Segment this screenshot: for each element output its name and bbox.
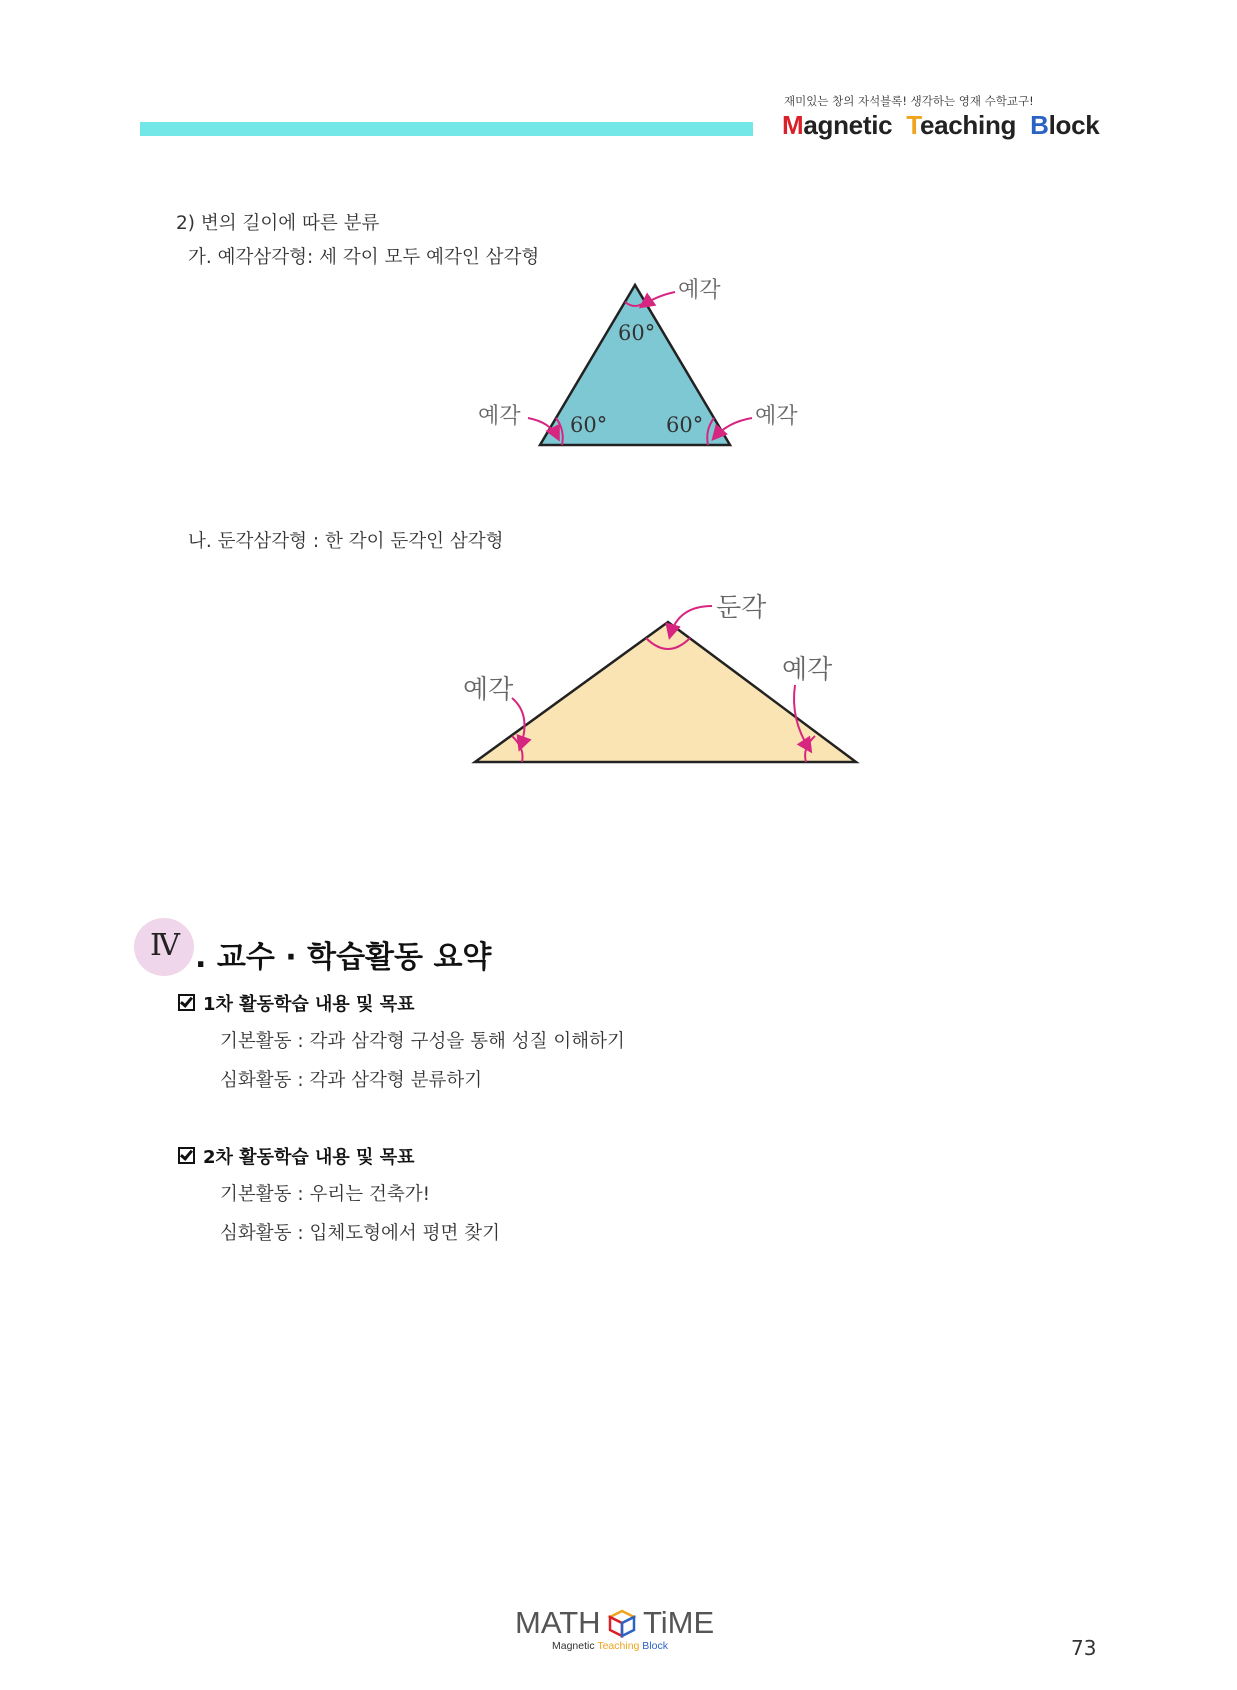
acute-label-top: 예각 bbox=[678, 278, 721, 303]
acute-label-left: 예각 bbox=[478, 404, 521, 429]
item-obtuse-definition: 나. 둔각삼각형 : 한 각이 둔각인 삼각형 bbox=[188, 531, 504, 552]
obtuse-label-top: 둔각 bbox=[716, 593, 767, 623]
checklist-item-second-session bbox=[178, 1143, 414, 1169]
acute-label-right: 예각 bbox=[755, 404, 798, 429]
brand-word-lock: lock bbox=[1048, 110, 1100, 140]
brand-logo bbox=[782, 110, 1099, 141]
header-accent-bar bbox=[140, 122, 753, 136]
footer-logo-math: MATH bbox=[515, 1605, 601, 1640]
advanced-activity-1: 심화활동 : 각과 삼각형 분류하기 bbox=[220, 1070, 483, 1091]
obtuse-label-left: 예각 bbox=[463, 675, 514, 705]
checklist-label: 2차 활동학습 내용 및 목표 bbox=[203, 1147, 415, 1168]
checklist-label: 1차 활동학습 내용 및 목표 bbox=[203, 994, 415, 1015]
acute-triangle-figure bbox=[470, 270, 810, 460]
footer-sub-magnetic: Magnetic bbox=[552, 1640, 598, 1652]
advanced-activity-2: 심화활동 : 입체도형에서 평면 찾기 bbox=[220, 1223, 500, 1244]
basic-activity-2: 기본활동 : 우리는 건축가! bbox=[220, 1184, 431, 1205]
brand-letter-b: B bbox=[1030, 110, 1049, 140]
sub-heading: 2) 변의 길이에 따른 분류 bbox=[176, 213, 380, 234]
basic-activity-1: 기본활동 : 각과 삼각형 구성을 통해 성질 이해하기 bbox=[220, 1031, 625, 1052]
section-number: Ⅳ bbox=[150, 928, 180, 963]
acute-pointer-top bbox=[642, 292, 675, 306]
section-title: . 교수 · 학습활동 요약 bbox=[195, 940, 492, 975]
footer-sub-block: Block bbox=[639, 1640, 668, 1652]
header-tagline: 재미있는 창의 자석블록! 생각하는 영재 수학교구! bbox=[784, 94, 1034, 108]
page-number: 73 bbox=[1071, 1636, 1097, 1660]
acute-angle-left-value: 60° bbox=[570, 413, 608, 437]
acute-angle-top-value: 60° bbox=[618, 321, 656, 345]
brand-letter-m: M bbox=[782, 110, 804, 140]
footer-logo-subtitle bbox=[552, 1640, 668, 1652]
footer-sub-teaching: Teaching bbox=[597, 1640, 640, 1652]
checkbox-checked-icon bbox=[178, 1147, 195, 1164]
checklist-item-first-session bbox=[178, 990, 414, 1016]
checkbox-checked-icon bbox=[178, 994, 195, 1011]
brand-letter-t: T bbox=[906, 110, 920, 140]
footer-logo-time: TiME bbox=[643, 1605, 715, 1640]
brand-word-eaching: eaching bbox=[919, 110, 1017, 140]
cube-logo-icon bbox=[607, 1608, 637, 1638]
acute-angle-right-value: 60° bbox=[666, 413, 704, 437]
item-acute-definition: 가. 예각삼각형: 세 각이 모두 예각인 삼각형 bbox=[188, 247, 540, 268]
brand-word-agnetic: agnetic bbox=[803, 110, 893, 140]
obtuse-triangle-figure bbox=[450, 580, 880, 780]
obtuse-triangle-shape bbox=[475, 622, 856, 762]
obtuse-label-right: 예각 bbox=[782, 655, 833, 685]
